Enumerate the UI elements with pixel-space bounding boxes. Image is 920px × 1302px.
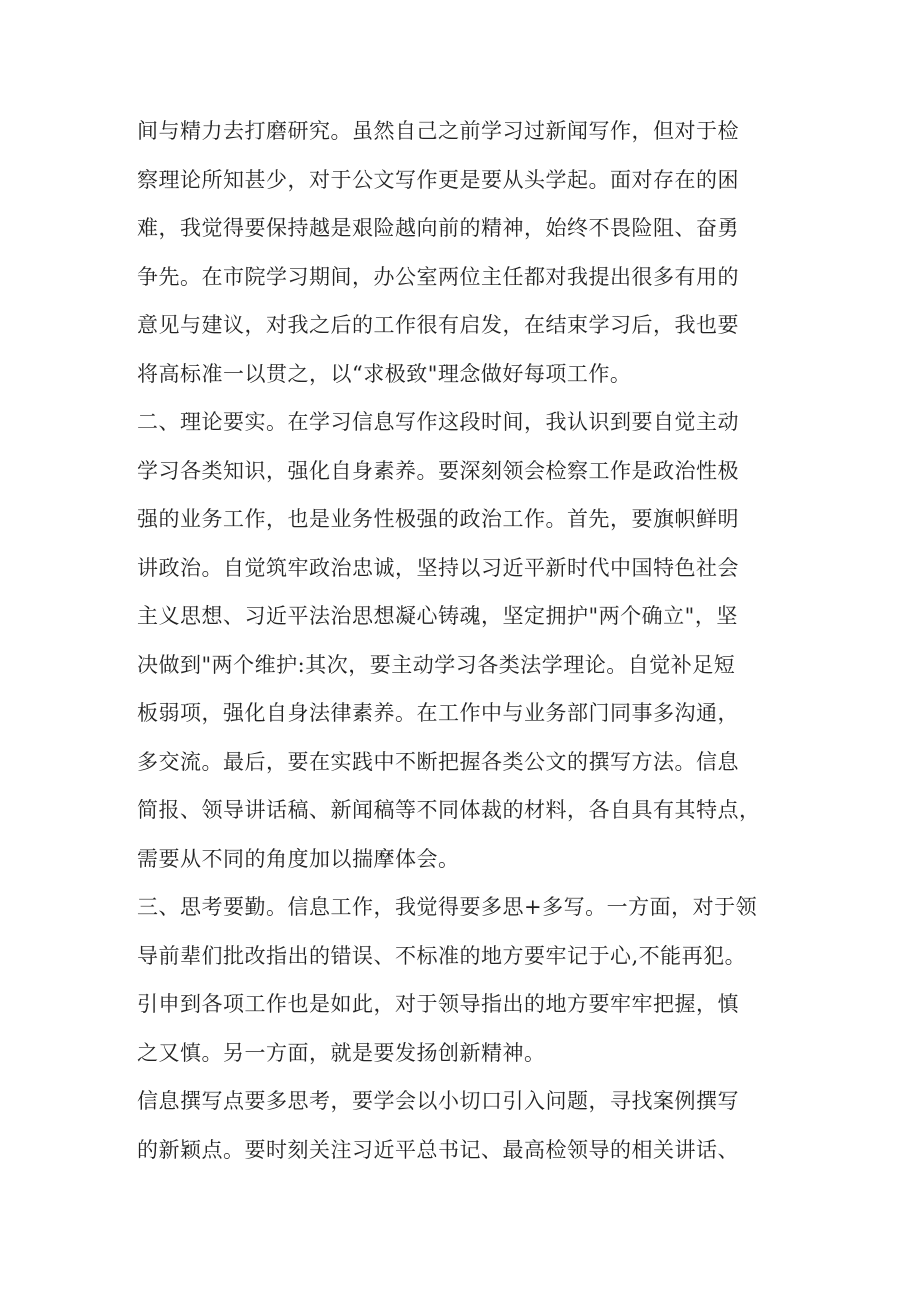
text-line: 主义思想、习近平法治思想凝心铸魂，坚定拥护"两个确立"，坚 [137, 604, 738, 628]
text-line: 三、思考要勤。信息工作，我觉得要多思+多写。一方面，对于领 [137, 895, 758, 919]
text-line: 的新颖点。要时刻关注习近平总书记、最高检领导的相关讲话、 [137, 1137, 739, 1162]
text-line: 讲政治。自觉筑牢政治忠诚，坚持以习近平新时代中国特色社会 [137, 555, 739, 580]
text-line: 多交流。最后，要在实践中不断把握各类公文的撰写方法。信息 [137, 749, 739, 774]
text-line: 意见与建议，对我之后的工作很有启发，在结束学习后，我也要 [137, 313, 739, 337]
text-line: 引申到各项工作也是如此，对于领导指出的地方要牢牢把握，慎 [137, 992, 739, 1016]
text-line: 信息撰写点要多思考，要学会以小切口引入问题，寻找案例撰写 [137, 1089, 739, 1113]
text-line: 导前辈们批改指出的错误、不标准的地方要牢记于心,不能再犯。 [137, 943, 747, 968]
text-line: 二、理论要实。在学习信息写作这段时间，我认识到要自觉主动 [137, 410, 739, 434]
text-line: 间与精力去打磨研究。虽然自己之前学习过新闻写作，但对于检 [137, 119, 739, 143]
text-line: 需要从不同的角度加以揣摩体会。 [137, 846, 460, 871]
body-text [137, 107, 797, 1174]
text-line: 简报、领导讲话稿、新闻稿等不同体裁的材料，各自具有其特点， [137, 798, 761, 822]
text-line: 决做到"两个维护:其次，要主动学习各类法学理论。自觉补足短 [137, 652, 736, 677]
text-line: 板弱项，强化自身法律素养。在工作中与业务部门同事多沟通， [137, 701, 739, 725]
text-line: 强的业务工作，也是业务性极强的政治工作。首先，要旗帜鲜明 [137, 507, 739, 531]
text-line: 察理论所知甚少，对于公文写作更是要从头学起。面对存在的困 [137, 167, 739, 192]
text-line: 学习各类知识，强化自身素养。要深刻领会检察工作是政治性极 [137, 458, 739, 483]
text-line: 之又慎。另一方面，就是要发扬创新精神。 [137, 1040, 546, 1065]
text-line: 将高标准一以贯之，以“求极致"理念做好每项工作。 [137, 361, 632, 386]
text-line: 争先。在市院学习期间，办公室两位主任都对我提出很多有用的 [137, 264, 739, 289]
text-line: 难，我觉得要保持越是艰险越向前的精神，始终不畏险阻、奋勇 [137, 216, 739, 240]
